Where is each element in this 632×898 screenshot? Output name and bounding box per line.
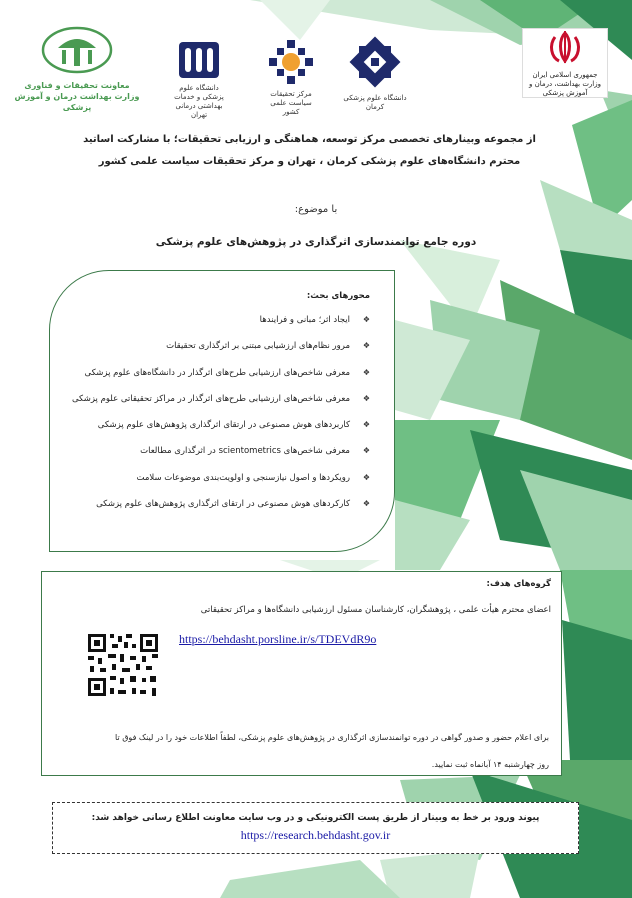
topics-box xyxy=(49,270,395,552)
research-caption-line2: وزارت بهداشت درمان و آموزش پزشکی xyxy=(14,92,140,112)
policy-research-logo xyxy=(262,38,320,117)
iran-emblem-icon xyxy=(545,29,585,65)
footer-link[interactable]: https://research.behdasht.gov.ir xyxy=(240,828,391,842)
target-groups-box xyxy=(41,571,562,776)
diamond-bullet-icon: ❖ xyxy=(362,472,370,482)
registration-note-line-2: روز چهارشنبه ۱۴ آبانماه ثبت نمایید. xyxy=(431,760,549,769)
research-caption-line1: معاونت تحقیقات و فناوری xyxy=(24,81,130,90)
tehran-emblem-icon xyxy=(177,40,221,80)
list-item: ❖ کارکردهای هوش مصنوعی در ارتقای اثرگذاری پژوهش‌های علوم پزشکی xyxy=(96,499,370,510)
kerman-caption: دانشگاه علوم پزشکی کرمان xyxy=(343,94,407,111)
list-item: ❖ معرفی شاخص‌های scientometrics در اثرگذاری مطالعات xyxy=(140,446,370,457)
subject-label: با موضوع: xyxy=(294,204,338,215)
tehran-university-logo xyxy=(170,40,228,120)
list-item: ❖ مرور نظام‌های ارزشیابی مبتنی بر اثرگذاری تحقیقات xyxy=(166,341,370,352)
list-item: ❖ ایجاد اثر؛ مبانی و فرایندها xyxy=(259,315,370,325)
policy-emblem-icon xyxy=(267,38,315,86)
list-item: ❖ معرفی شاخص‌های ارزشیابی طرح‌های اثرگذار در مراکز تحقیقاتی علوم پزشکی xyxy=(71,393,370,404)
subject-title: دوره جامع توانمندسازی اثرگذاری در پژوهش‌های علوم پزشکی xyxy=(155,236,477,248)
research-deputy-logo xyxy=(12,26,142,113)
header-line-1: از مجموعه وبینارهای تخصصی مرکز توسعه، هماهنگی و ارزیابی تحقیقات؛ با مشارکت اساتید xyxy=(83,134,536,145)
footer-box xyxy=(52,802,579,854)
diamond-bullet-icon: ❖ xyxy=(362,315,370,324)
registration-link[interactable]: https://behdasht.porsline.ir/s/TDEVdR9o xyxy=(179,632,377,646)
target-groups-title: گروه‌های هدف: xyxy=(486,579,551,589)
diamond-bullet-icon: ❖ xyxy=(362,341,370,351)
research-tree-icon xyxy=(40,26,114,76)
diamond-bullet-icon: ❖ xyxy=(362,499,370,509)
topics-title: محورهای بحث: xyxy=(306,291,370,301)
diamond-bullet-icon: ❖ xyxy=(362,420,370,430)
header-line-2: محترم دانشگاه‌های علوم پزشکی کرمان ، تهران و مرکز تحقیقات سیاست علمی کشور xyxy=(98,156,521,167)
qr-code-icon xyxy=(86,632,160,698)
footer-text: پیوند ورود بر خط به وبینار از طریق پست الکترونیکی و در وب سایت معاونت اطلاع رسانی خواهد شد: xyxy=(91,813,540,823)
diamond-bullet-icon: ❖ xyxy=(362,446,370,456)
header-box xyxy=(47,123,572,178)
list-item: ❖ معرفی شاخص‌های ارزشیابی طرح‌های اثرگذار در دانشگاه‌های علوم پزشکی xyxy=(84,367,370,378)
policy-caption: مرکز تحقیقات سیاست علمی کشور xyxy=(270,90,312,116)
iran-ministry-logo xyxy=(522,28,608,98)
topics-list xyxy=(70,315,370,525)
diamond-bullet-icon: ❖ xyxy=(362,367,370,377)
tehran-caption: دانشگاه علوم پزشکی و خدمات بهداشتی درمانی تهران xyxy=(174,84,224,119)
iran-ministry-caption: جمهوری اسلامی ایران وزارت بهداشت، درمان و آموزش پزشکی xyxy=(528,71,602,97)
list-item: ❖ کاربردهای هوش مصنوعی در ارتقای اثرگذاری پژوهش‌های علوم پزشکی xyxy=(97,420,370,431)
registration-note-line-1: برای اعلام حضور و صدور گواهی در دوره توانمندسازی اثرگذاری در پژوهش‌های علوم پزشکی، لطفاً اطلاعات خود را در لینک فوق تا xyxy=(115,733,549,742)
kerman-university-logo xyxy=(343,34,407,112)
diamond-bullet-icon: ❖ xyxy=(362,393,370,403)
kerman-emblem-icon xyxy=(347,34,403,90)
target-groups-body: اعضای محترم هیأت علمی ، پژوهشگران، کارشناسان مسئول ارزشیابی دانشگاه‌ها و مراکز تحقیقاتی xyxy=(200,605,551,615)
list-item: ❖ رویکردها و اصول نیازسنجی و اولویت‌بندی موضوعات سلامت xyxy=(136,472,370,483)
